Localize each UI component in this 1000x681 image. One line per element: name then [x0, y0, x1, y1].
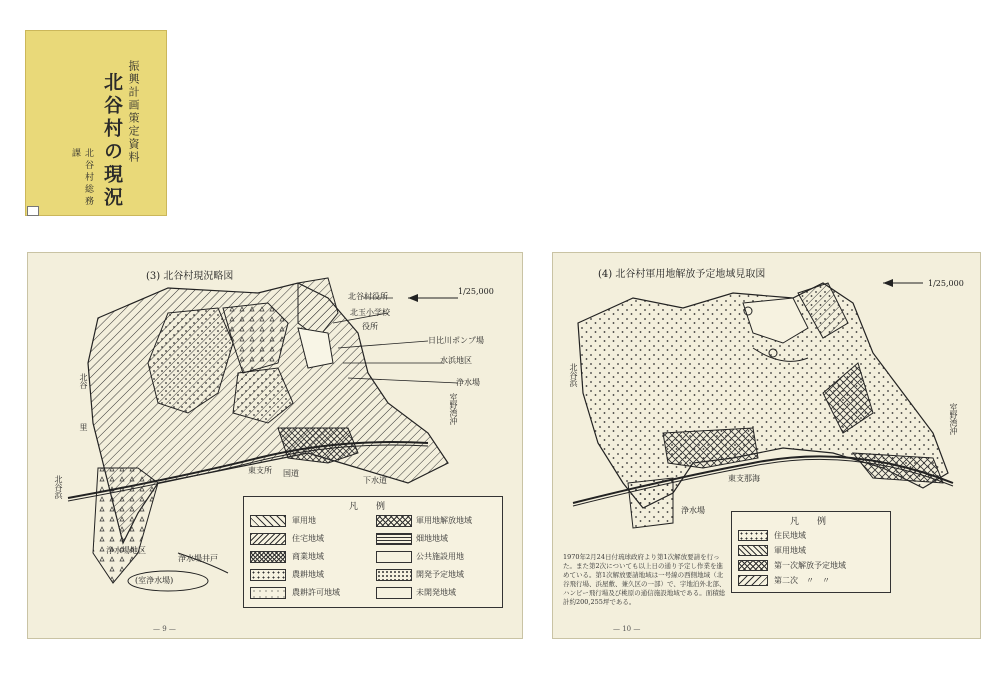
cover-publisher: 北谷村総務課 [70, 148, 93, 208]
label-mizuhama: 水浜地区 [440, 356, 472, 365]
page2-note: 1970年2月24日付琉球政府より第1次解放要請を行った。また第2次についても以上日の通り予定し作業を進めている。第1次解放要請地域は一号線の西側地域（北谷飛行場、浜屋敷、兼久区の一部）で、宇地泊外北部、ハンビー飛行場及び桃原の通信施設地域である。面積総計約200,255坪である。 [563, 553, 726, 606]
legend-swatch-farming [250, 569, 286, 581]
cover-subtitle: 振興計画策定資料 [127, 60, 140, 164]
legend2-swatch-first-release [738, 560, 768, 571]
legend-swatch-public [376, 551, 412, 563]
legend-row-4b: 開発予定地域 [416, 570, 464, 579]
label-pump-station: 日比川ポンプ場 [428, 336, 484, 345]
legend2-swatch-military [738, 545, 768, 556]
legend-row-2b: 畑地地域 [416, 534, 448, 543]
label-elementary-school: 北玉小学校 [350, 308, 390, 317]
legend-swatch-planned [376, 569, 412, 581]
legend2-row-4: 第二次 〃 〃 [774, 576, 830, 585]
legend2-row-2: 軍用地域 [774, 546, 806, 555]
legend-row-2a: 住宅地域 [292, 534, 324, 543]
page2-label-right: 室野湾沖 [949, 403, 958, 435]
legend-row-5b: 未開発地域 [416, 588, 456, 597]
legend-swatch-undeveloped [376, 587, 412, 599]
legend-swatch-released [376, 515, 412, 527]
page1-number: — 9 — [153, 625, 176, 633]
label-national-road: 国道 [283, 469, 299, 478]
page2-legend-title: 凡 例 [790, 517, 827, 527]
label-sewer: 下水道 [363, 476, 387, 485]
label-muro-bay: 室野湾沖 [449, 393, 458, 425]
page2-number: — 10 — [613, 625, 641, 633]
legend-swatch-farm-permit [250, 587, 286, 599]
legend-row-1b: 軍用地解放地域 [416, 516, 472, 525]
page1-heading: (3) 北谷村現況略図 [146, 271, 234, 282]
label-left-beach: 北谷浜 [54, 475, 63, 499]
label-east-branch: 東支所 [248, 466, 272, 475]
legend-title: 凡 例 [349, 502, 386, 512]
legend-swatch-residential [250, 533, 286, 545]
page2-label-bottom: 東支那海 [728, 474, 760, 483]
label-water-well: 浄水場井戸 [178, 554, 218, 563]
legend-swatch-field [376, 533, 412, 545]
legend-swatch-military [250, 515, 286, 527]
page2-label-left: 北谷浜 [569, 363, 578, 387]
page1-scale: 1/25,000 [458, 287, 494, 296]
legend2-swatch-second-release [738, 575, 768, 586]
label-water-plant-oval: (室浄水場) [135, 576, 174, 585]
page2-heading: (4) 北谷村軍用地解放予定地域見取図 [598, 269, 766, 280]
label-ri: 里 [79, 423, 88, 431]
page2-label-small: 浄水場 [681, 506, 705, 515]
label-water-district: 浄水場地区 [106, 546, 146, 555]
legend2-swatch-residents [738, 530, 768, 541]
legend-row-3a: 商業地域 [292, 552, 324, 561]
page1-legend [243, 496, 503, 608]
booklet-cover [25, 30, 167, 216]
page-10-release-map [552, 252, 981, 639]
legend2-row-1: 住民地域 [774, 531, 806, 540]
legend-row-4a: 農耕地域 [292, 570, 324, 579]
label-water-plant: 浄水場 [456, 378, 480, 387]
page2-legend [731, 511, 891, 593]
legend-row-1a: 軍用地 [292, 516, 316, 525]
label-kitaya: 北谷 [79, 373, 88, 389]
page-9-current-map [27, 252, 523, 639]
cover-tag [27, 206, 39, 216]
legend2-row-3: 第一次解放予定地域 [774, 561, 846, 570]
legend-row-5a: 農耕許可地域 [292, 588, 340, 597]
legend-swatch-commercial [250, 551, 286, 563]
legend-row-3b: 公共施設用地 [416, 552, 464, 561]
page2-scale: 1/25,000 [928, 279, 964, 288]
label-office: 役所 [362, 322, 378, 331]
label-village-office: 北谷村役所 [348, 292, 388, 301]
cover-title: 北谷村の現況 [101, 72, 123, 210]
